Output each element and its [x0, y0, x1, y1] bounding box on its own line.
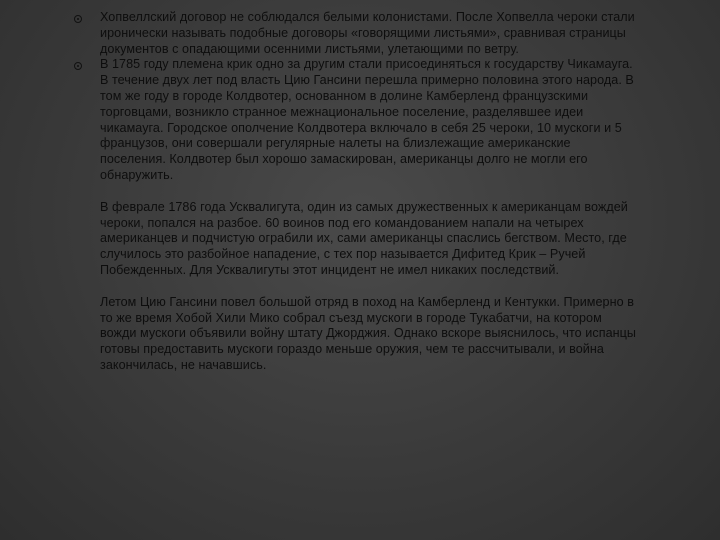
- paragraph: В феврале 1786 года Усквалигута, один из самых дружественных к американцам вождей чероки, попался на разбое. 60 воинов под его командованием напали на четырех американцев и подчистую ограбили их, сами американцы спаслись бегством. Место, где случилось это разбойное нападение, с тех пор называется Дифитед Крик – Ручей Побежденных. Для Усквалигуты этот инцидент не имел никаких последствий.: [100, 199, 628, 277]
- ring-bullet-icon: [74, 15, 82, 23]
- bullet-item: [72, 57, 640, 183]
- ring-bullet-icon: [74, 62, 82, 70]
- bullet-text: В 1785 году племена крик одно за другим стали присоединяться к государству Чикамауга. В течение двух лет под власть Цию Гансини перешла примерно половина этого народа. В том же году в городе Колдвотер, основанном в долине Камберленд французскими торговцами, возникло странное межнациональное поселение, разделявшее идеи чикамауга. Городское ополчение Колдвотера включало в себя 25 чероки, 10 мускоги и 5 французов, они совершали регулярные налеты на близлежащие американские поселения. Колдвотер был хорошо замаскирован, американцы долго не могли его обнаружить.: [100, 57, 634, 182]
- bullet-text: Хопвеллский договор не соблюдался белыми колонистами. После Хопвелла чероки стали иронически называть подобные договоры «говорящими листьями», сравнивая страницы документов с опадающими осенними листьями, улетающими по ветру.: [100, 10, 635, 56]
- bullet-item: [72, 10, 640, 57]
- slide-content: [72, 10, 640, 374]
- paragraph: Летом Цию Гансини повел большой отряд в поход на Камберленд и Кентукки. Примерно в то же время Хобой Хили Мико собрал съезд мускоги в городе Тукабатчи, на котором вожди мускоги объявили войну штату Джорджия. Однако вскоре выяснилось, что испанцы готовы предоставить мускоги гораздо меньше оружия, чем те рассчитывали, и война закончилась, не начавшись.: [100, 294, 636, 372]
